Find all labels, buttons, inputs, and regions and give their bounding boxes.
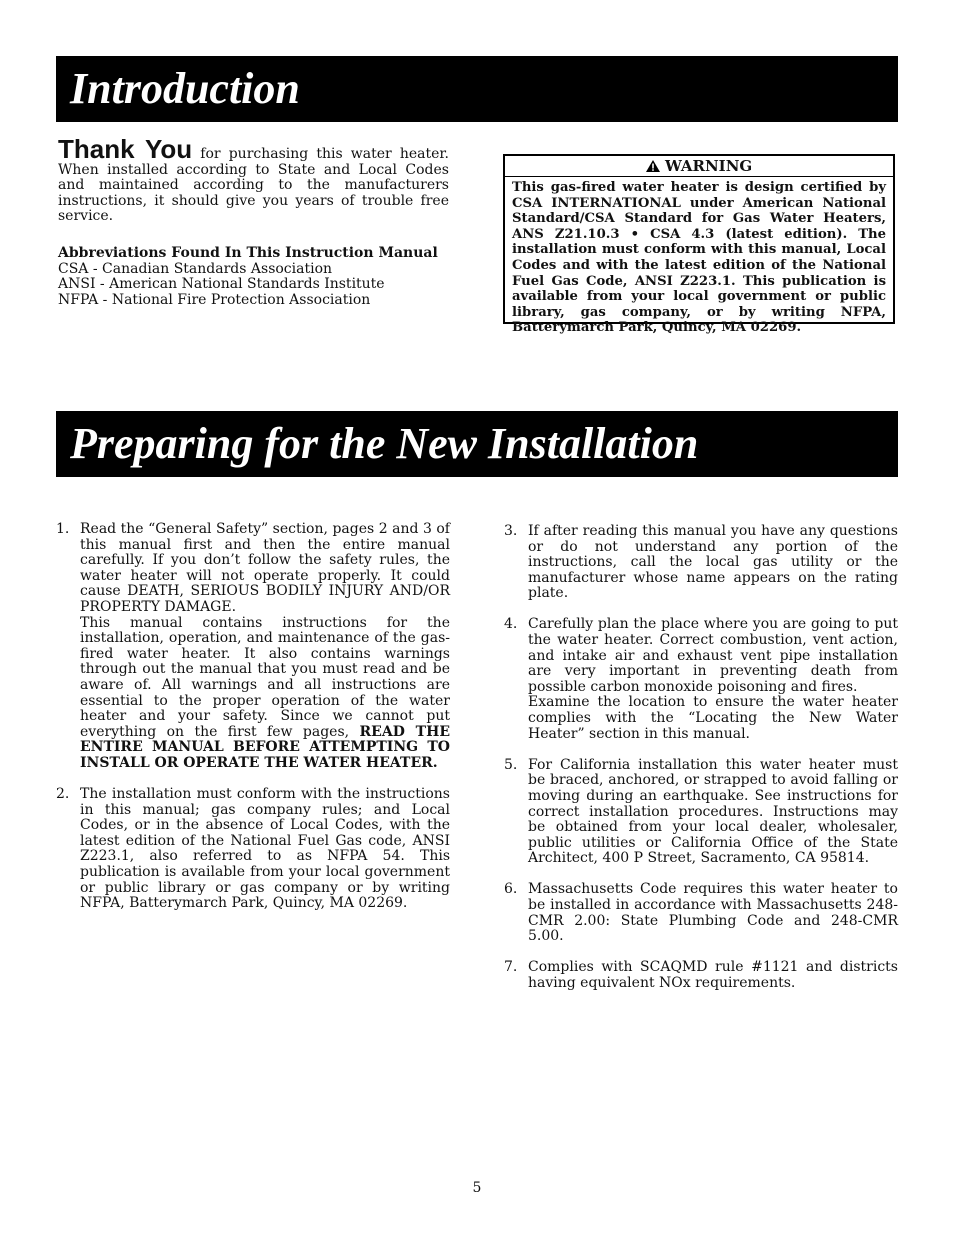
abbreviation-item: CSA - Canadian Standards Association — [58, 260, 333, 277]
item-text-2: This manual contains instructions for the installation, operation, and maintenance of the gas-fired water heater. It also contains warnings through out the manual that you must read and be aware of. All warnings and all instructions are essential to the proper operation of the water heater and your safety. Since we cannot put everything on the first few pages, — [80, 614, 450, 740]
warning-text: This gas-fired water heater is design certified by CSA INTERNATIONAL under American National Standard/CSA Standard for Gas Water Heaters, ANS Z21.10.3 • CSA 4.3 (latest edition). The installation must conform with this manual, Local Codes and with the latest edition of the National Fuel Gas Code, ANSI Z223.1. This publication is available from your local government or public library, gas company, or by writing NFPA, Batterymarch Park, Quincy, MA 02269. — [512, 180, 886, 336]
preparing-title: Preparing for the New Installation — [70, 419, 699, 468]
item-number: 4. — [504, 616, 518, 633]
instructions-right-column — [504, 524, 898, 1007]
thank-you-heading: Thank You — [58, 134, 193, 164]
item-number: 3. — [504, 523, 518, 539]
item-number: 5. — [504, 756, 518, 773]
list-item — [504, 882, 898, 944]
list-item — [56, 522, 450, 772]
warning-title-row — [505, 156, 893, 177]
preparing-banner — [56, 411, 898, 477]
item-text: For California installation this water heater must be braced, anchored, or strapped to avoid falling or moving during an earthquake. See instructions for correct installation procedures. Instructions may be obtained from your local dealer, wholesaler, public utilities or California Office of the State Architect, 400 P Street, Sacramento, CA 95814. — [528, 756, 898, 867]
list-item — [56, 787, 450, 912]
item-text: Complies with SCAQMD rule #1121 and districts having equivalent NOx requirements. — [528, 959, 898, 991]
abbreviations-heading: Abbreviations Found In This Instruction Manual — [58, 245, 438, 261]
item-text: If after reading this manual you have any questions or do not understand any portion of the instructions, call the local gas utility or the manufacturer whose name appears on the rating plate. — [528, 523, 898, 602]
item-number: 7. — [504, 959, 518, 976]
abbreviation-item: ANSI - American National Standards Institute — [58, 276, 385, 293]
item-text-bold: READ THE ENTIRE MANUAL BEFORE ATTEMPTING TO INSTALL OR OPERATE THE WATER HEATER. — [80, 723, 450, 771]
introduction-banner — [56, 56, 898, 122]
warning-box — [503, 154, 895, 336]
page-number: 5 — [472, 1180, 482, 1196]
abbreviation-item: NFPA - National Fire Protection Association — [58, 291, 371, 308]
abbreviations-section — [58, 246, 449, 308]
list-item — [504, 758, 898, 867]
item-text: Read the “General Safety” section, pages 2 and 3 of this manual first and then the entire manual carefully. If you don’t follow the safety rules, the water heater will not operate properly. It could cause DEATH, SERIOUS BODILY INJURY AND/OR PROPERTY DAMAGE. — [80, 521, 450, 615]
instructions-left-column — [56, 522, 450, 927]
item-text-continued — [80, 616, 450, 772]
item-number: 2. — [56, 786, 70, 802]
list-item — [504, 960, 898, 991]
thank-you-paragraph — [58, 134, 449, 225]
item-text-2: Examine the location to ensure the water heater complies with the “Locating the New Water Heater” section in this manual. — [528, 694, 898, 742]
item-text: Carefully plan the place where you are going to put the water heater. Correct combustion, vent action, and intake air and exhaust vent pipe installation are very important in preventing death from possible carbon monoxide poisoning and fires. — [528, 616, 898, 695]
item-number: 6. — [504, 881, 518, 898]
list-item — [504, 524, 898, 602]
warning-title: WARNING — [664, 157, 753, 175]
thank-you-text: for purchasing this water heater. When installed according to State and Local Codes and maintained according to the manufacturers instructions, it should give you years of trouble free service. — [58, 146, 449, 225]
list-item — [504, 617, 898, 742]
item-text: The installation must conform with the instructions in this manual; gas company rules; and Local Codes, or in the absence of Local Codes, with the latest edition of the National Fuel Gas code, ANSI Z223.1, also referred to as NFPA 54. This publication is available from your local government or public library or gas company or by writing NFPA, Batterymarch Park, Quincy, MA 02269. — [80, 786, 450, 912]
introduction-title: Introduction — [70, 64, 300, 113]
item-text: Massachusetts Code requires this water heater to be installed in accordance with Massachusetts 248-CMR 2.00: State Plumbing Code and 248-CMR 5.00. — [528, 881, 898, 945]
warning-triangle-icon — [646, 157, 665, 175]
item-number: 1. — [56, 521, 70, 537]
